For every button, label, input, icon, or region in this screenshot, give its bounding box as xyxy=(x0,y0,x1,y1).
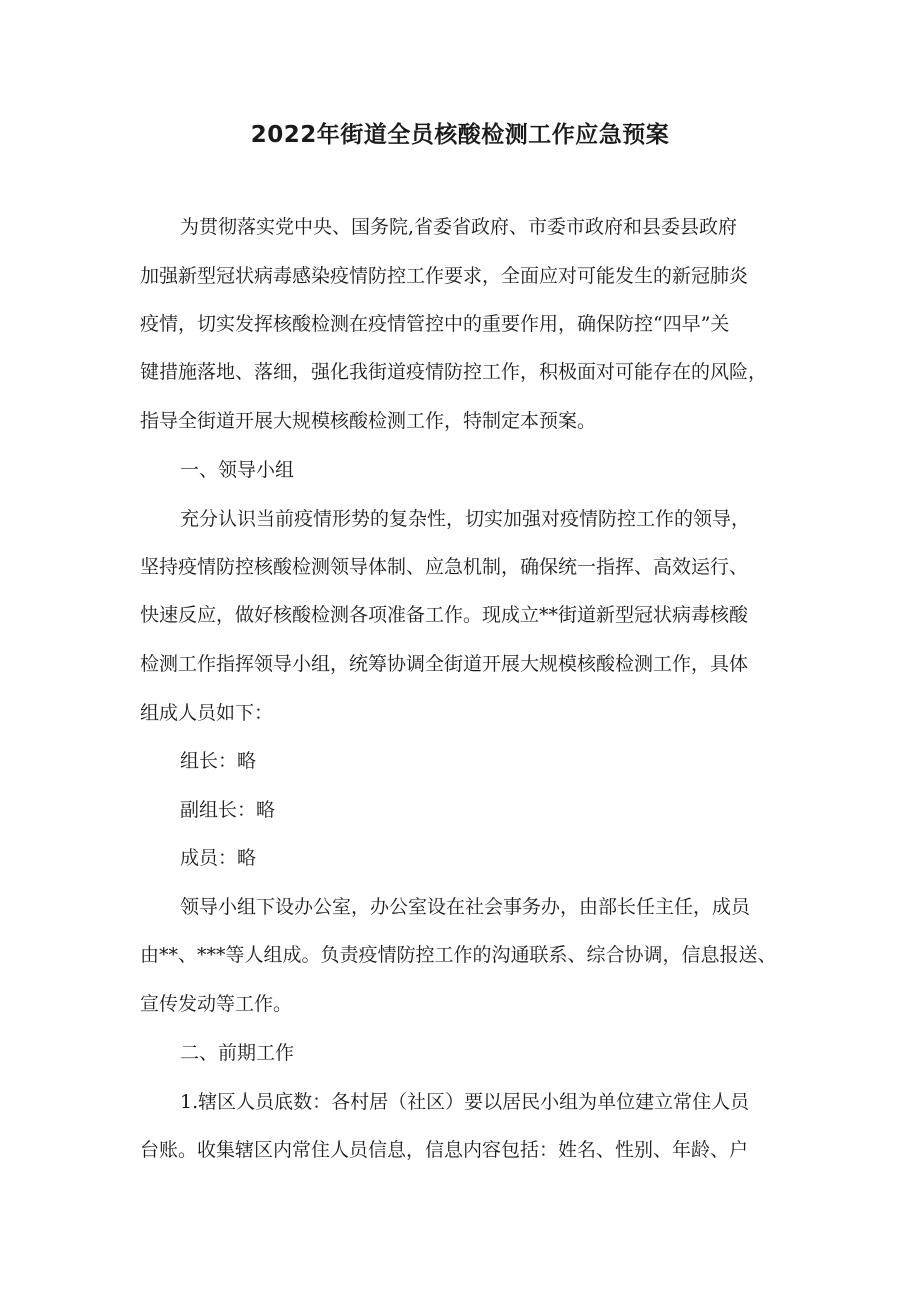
member-line: 组长：略 xyxy=(180,750,257,772)
paragraph-line: 宣传发动等工作。 xyxy=(140,993,293,1015)
paragraph-line: 键措施落地、落细，强化我街道疫情防控工作，积极面对可能存在的风险， xyxy=(140,361,768,383)
paragraph-line: 为贯彻落实党中央、国务院,省委省政府、市委市政府和县委县政府 xyxy=(180,216,738,238)
paragraph-line: 指导全街道开展大规模核酸检测工作，特制定本预案。 xyxy=(140,410,597,432)
section-heading: 二、前期工作 xyxy=(180,1042,295,1064)
paragraph-line: 疫情，切实发挥核酸检测在疫情管控中的重要作用，确保防控“四早”关 xyxy=(140,313,730,335)
member-line: 副组长：略 xyxy=(180,799,276,821)
section-heading: 一、领导小组 xyxy=(180,459,295,481)
paragraph-line: 充分认识当前疫情形势的复杂性，切实加强对疫情防控工作的领导， xyxy=(180,508,751,530)
paragraph-line: 由**、***等人组成。负责疫情防控工作的沟通联系、综合协调，信息报送、 xyxy=(140,944,777,966)
paragraph-line: 坚持疫情防控核酸检测领导体制、应急机制，确保统一指挥、高效运行、 xyxy=(140,556,749,578)
paragraph-line: 快速反应，做好核酸检测各项准备工作。现成立**街道新型冠状病毒核酸 xyxy=(140,604,749,626)
paragraph-line: 1.辖区人员底数：各村居（社区）要以居民小组为单位建立常住人员 xyxy=(180,1091,750,1113)
paragraph-line: 加强新型冠状病毒感染疫情防控工作要求，全面应对可能发生的新冠肺炎 xyxy=(140,265,749,287)
paragraph-line: 组成人员如下： xyxy=(140,702,274,724)
member-line: 成员：略 xyxy=(180,847,257,869)
document-title: 2022年街道全员核酸检测工作应急预案 xyxy=(250,122,670,148)
paragraph-line: 台账。收集辖区内常住人员信息，信息内容包括：姓名、性别、年龄、户 xyxy=(140,1139,749,1161)
paragraph-line: 领导小组下设办公室，办公室设在社会事务办，由部长任主任，成员 xyxy=(180,896,751,918)
paragraph-line: 检测工作指挥领导小组，统筹协调全街道开展大规模核酸检测工作，具体 xyxy=(140,653,749,675)
